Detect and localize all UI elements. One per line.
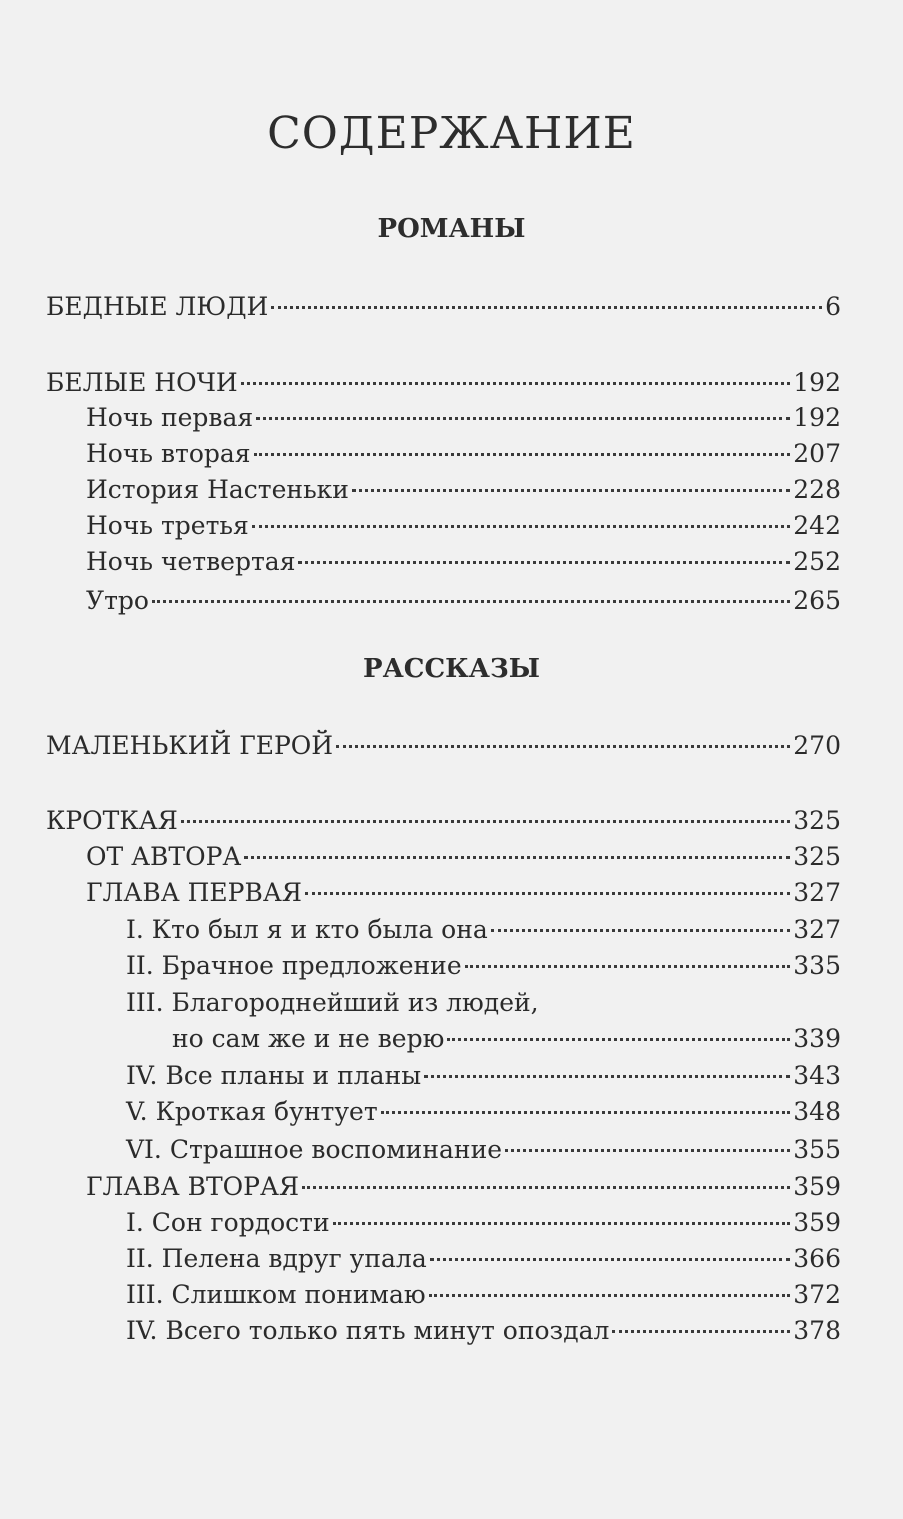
dot-leader bbox=[381, 1111, 791, 1114]
toc-entry bbox=[46, 290, 841, 324]
dot-leader bbox=[491, 929, 790, 932]
dot-leader bbox=[152, 600, 790, 603]
toc-entry-page: 366 bbox=[793, 1244, 841, 1273]
section-heading-novels: РОМАНЫ bbox=[377, 214, 526, 244]
toc-entry bbox=[86, 473, 841, 507]
toc-entry bbox=[126, 1314, 841, 1348]
dot-leader bbox=[336, 745, 790, 748]
toc-entry-page: 228 bbox=[793, 475, 841, 504]
toc-entry-label: Ночь вторая bbox=[86, 439, 251, 468]
toc-entry bbox=[86, 876, 841, 910]
toc-entry-label: III. Благороднейший из людей, bbox=[126, 988, 539, 1017]
toc-entry-page: 192 bbox=[793, 368, 841, 397]
toc-entry-page: 335 bbox=[793, 951, 841, 980]
toc-entry-page: 359 bbox=[793, 1172, 841, 1201]
toc-entry bbox=[46, 366, 841, 400]
dot-leader bbox=[352, 489, 790, 492]
toc-entry-page: 372 bbox=[793, 1280, 841, 1309]
toc-entry-page: 325 bbox=[793, 842, 841, 871]
toc-entry-label: Ночь четвертая bbox=[86, 547, 296, 576]
toc-entry-page: 378 bbox=[793, 1316, 841, 1345]
toc-entry-page: 348 bbox=[793, 1097, 841, 1126]
dot-leader bbox=[241, 382, 791, 385]
toc-entry-label: III. Слишком понимаю bbox=[126, 1280, 426, 1309]
toc-entry-label: ГЛАВА ПЕРВАЯ bbox=[86, 878, 302, 907]
toc-entry bbox=[86, 584, 841, 618]
toc-entry bbox=[86, 401, 841, 435]
toc-entry bbox=[126, 1278, 841, 1312]
toc-entry bbox=[126, 1059, 841, 1093]
toc-entry-page: 6 bbox=[825, 292, 841, 321]
dot-leader bbox=[252, 525, 791, 528]
toc-entry bbox=[86, 1170, 841, 1204]
dot-leader bbox=[181, 820, 790, 823]
toc-entry-page: 242 bbox=[793, 511, 841, 540]
toc-entry-label: I. Сон гордости bbox=[126, 1208, 330, 1237]
toc-entry-page: 325 bbox=[793, 806, 841, 835]
dot-leader bbox=[298, 561, 790, 564]
dot-leader bbox=[612, 1330, 790, 1333]
toc-entry-page: 192 bbox=[793, 403, 841, 432]
dot-leader bbox=[271, 306, 822, 309]
toc-entry-label: IV. Все планы и планы bbox=[126, 1061, 422, 1090]
dot-leader bbox=[447, 1038, 790, 1041]
toc-entry bbox=[46, 804, 841, 838]
toc-entry bbox=[46, 729, 841, 763]
toc-entry bbox=[126, 1206, 841, 1240]
toc-entry-label: ОТ АВТОРА bbox=[86, 842, 242, 871]
toc-entry bbox=[126, 913, 841, 947]
toc-entry bbox=[126, 986, 539, 1020]
toc-entry bbox=[126, 1242, 841, 1276]
toc-entry-label: Утро bbox=[86, 586, 149, 615]
toc-entry-page: 339 bbox=[793, 1024, 841, 1053]
toc-entry-label: ГЛАВА ВТОРАЯ bbox=[86, 1172, 300, 1201]
toc-entry-label: МАЛЕНЬКИЙ ГЕРОЙ bbox=[46, 731, 334, 760]
toc-entry-label: VI. Страшное воспоминание bbox=[126, 1135, 503, 1164]
toc-entry-label: История Настеньки bbox=[86, 475, 349, 504]
toc-entry-label: но сам же и не верю bbox=[172, 1024, 445, 1053]
dot-leader bbox=[424, 1075, 790, 1078]
toc-entry bbox=[126, 1095, 841, 1129]
toc-entry bbox=[86, 840, 841, 874]
toc-entry-page: 327 bbox=[793, 878, 841, 907]
toc-entry-label: КРОТКАЯ bbox=[46, 806, 178, 835]
dot-leader bbox=[254, 453, 791, 456]
dot-leader bbox=[302, 1186, 790, 1189]
dot-leader bbox=[465, 965, 791, 968]
toc-entry-page: 270 bbox=[793, 731, 841, 760]
dot-leader bbox=[333, 1222, 791, 1225]
toc-entry-label: II. Пелена вдруг упала bbox=[126, 1244, 427, 1273]
toc-entry-page: 207 bbox=[793, 439, 841, 468]
page-title: СОДЕРЖАНИЕ bbox=[267, 108, 636, 159]
dot-leader bbox=[430, 1258, 791, 1261]
toc-entry bbox=[86, 509, 841, 543]
toc-entry-page: 327 bbox=[793, 915, 841, 944]
dot-leader bbox=[429, 1294, 791, 1297]
toc-entry-label: БЕДНЫЕ ЛЮДИ bbox=[46, 292, 269, 321]
toc-entry bbox=[86, 437, 841, 471]
toc-entry bbox=[126, 949, 841, 983]
toc-entry-label: Ночь первая bbox=[86, 403, 254, 432]
dot-leader bbox=[244, 856, 790, 859]
toc-entry-page: 252 bbox=[793, 547, 841, 576]
toc-entry bbox=[172, 1022, 841, 1056]
dot-leader bbox=[305, 892, 790, 895]
section-heading-stories: РАССКАЗЫ bbox=[363, 654, 540, 684]
toc-entry-page: 343 bbox=[793, 1061, 841, 1090]
toc-entry bbox=[126, 1133, 841, 1167]
dot-leader bbox=[256, 417, 790, 420]
toc-entry-label: IV. Всего только пять минут опоздал bbox=[126, 1316, 610, 1345]
toc-entry-page: 359 bbox=[793, 1208, 841, 1237]
toc-entry-page: 265 bbox=[793, 586, 841, 615]
toc-entry bbox=[86, 545, 841, 579]
toc-entry-label: Ночь третья bbox=[86, 511, 249, 540]
toc-entry-label: II. Брачное предложение bbox=[126, 951, 462, 980]
dot-leader bbox=[505, 1149, 790, 1152]
toc-entry-page: 355 bbox=[793, 1135, 841, 1164]
toc-entry-label: БЕЛЫЕ НОЧИ bbox=[46, 368, 238, 397]
toc-entry-label: I. Кто был я и кто была она bbox=[126, 915, 488, 944]
toc-entry-label: V. Кроткая бунтует bbox=[126, 1097, 378, 1126]
